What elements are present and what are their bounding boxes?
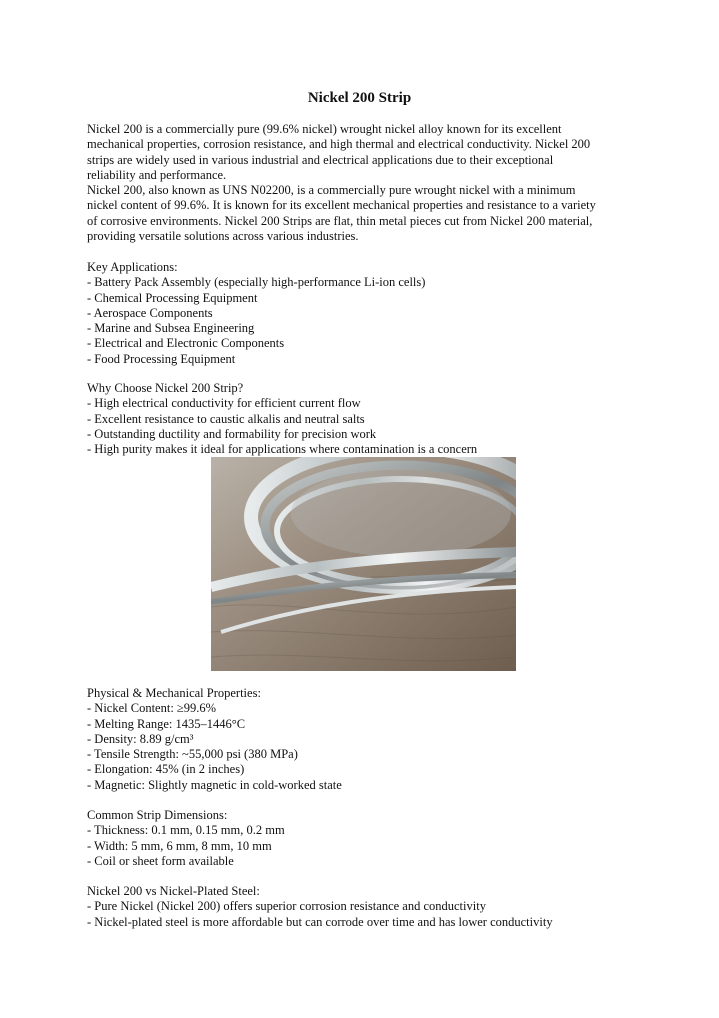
section-heading: Key Applications: bbox=[87, 260, 178, 274]
list-item: - Aerospace Components bbox=[87, 305, 213, 320]
list-item: - Thickness: 0.1 mm, 0.15 mm, 0.2 mm bbox=[87, 823, 285, 838]
section-heading: Common Strip Dimensions: bbox=[87, 808, 228, 822]
dimensions-section bbox=[87, 808, 647, 869]
list-item: - Chemical Processing Equipment bbox=[87, 290, 258, 305]
list-item: - Outstanding ductility and formability for precision work bbox=[87, 426, 377, 441]
intro-line: mechanical properties, corrosion resistance, and high thermal and electrical conductivity. Nickel 200 bbox=[87, 137, 591, 152]
nickel-coil-illustration bbox=[211, 457, 516, 671]
list-item: - Elongation: 45% (in 2 inches) bbox=[87, 762, 245, 777]
intro-line: nickel content of 99.6%. It is known for its excellent mechanical properties and resistance to a variety bbox=[87, 198, 596, 213]
list-item: - High purity makes it ideal for applications where contamination is a concern bbox=[87, 442, 478, 457]
list-item: - Electrical and Electronic Components bbox=[87, 336, 285, 351]
list-item: - Nickel-plated steel is more affordable but can corrode over time and has lower conductivity bbox=[87, 914, 553, 929]
intro-paragraph bbox=[87, 122, 647, 244]
list-item: - Marine and Subsea Engineering bbox=[87, 321, 255, 336]
list-item: - Food Processing Equipment bbox=[87, 351, 236, 366]
comparison-section bbox=[87, 884, 647, 930]
intro-line: Nickel 200, also known as UNS N02200, is a commercially pure wrought nickel with a minimum bbox=[87, 183, 576, 198]
list-item: - Excellent resistance to caustic alkalis and neutral salts bbox=[87, 411, 365, 426]
intro-line: Nickel 200 is a commercially pure (99.6% nickel) wrought nickel alloy known for its excellent bbox=[87, 122, 562, 136]
list-item: - Battery Pack Assembly (especially high-performance Li-ion cells) bbox=[87, 275, 426, 290]
intro-line: of corrosive environments. Nickel 200 Strips are flat, thin metal pieces cut from Nickel 200 material, bbox=[87, 213, 593, 228]
list-item: - Coil or sheet form available bbox=[87, 853, 234, 868]
intro-line: providing versatile solutions across various industries. bbox=[87, 229, 359, 244]
list-item: - Melting Range: 1435–1446°C bbox=[87, 716, 246, 731]
list-item: - Width: 5 mm, 6 mm, 8 mm, 10 mm bbox=[87, 838, 272, 853]
list-item: - Density: 8.89 g/cm³ bbox=[87, 731, 194, 746]
nickel-strip-photo bbox=[211, 457, 516, 671]
section-heading: Why Choose Nickel 200 Strip? bbox=[87, 381, 244, 395]
intro-line: reliability and performance. bbox=[87, 167, 227, 182]
section-heading: Physical & Mechanical Properties: bbox=[87, 686, 261, 700]
properties-section bbox=[87, 686, 647, 793]
list-item: - Tensile Strength: ~55,000 psi (380 MPa) bbox=[87, 747, 298, 762]
why-choose-section bbox=[87, 381, 647, 457]
list-item: - High electrical conductivity for efficient current flow bbox=[87, 396, 361, 411]
list-item: - Nickel Content: ≥99.6% bbox=[87, 701, 217, 716]
list-item: - Magnetic: Slightly magnetic in cold-worked state bbox=[87, 777, 342, 792]
page-title: Nickel 200 Strip bbox=[307, 90, 412, 106]
intro-line: strips are widely used in various industrial and electrical applications due to their exceptional bbox=[87, 152, 554, 167]
applications-section bbox=[87, 260, 647, 367]
section-heading: Nickel 200 vs Nickel-Plated Steel: bbox=[87, 884, 260, 898]
list-item: - Pure Nickel (Nickel 200) offers superior corrosion resistance and conductivity bbox=[87, 899, 486, 914]
